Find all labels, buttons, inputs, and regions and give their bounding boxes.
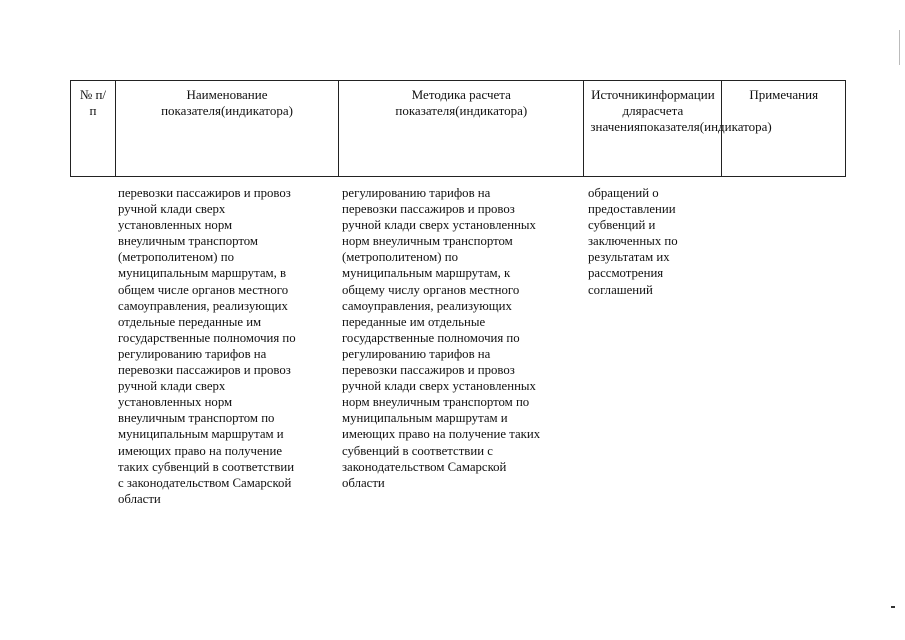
text-line: субвенций и <box>588 218 656 233</box>
text-line: ручной клади сверх установленных <box>342 379 536 394</box>
scan-dot-mark <box>891 606 895 608</box>
text-line: перевозки пассажиров и провоз <box>342 202 515 217</box>
text-line: муниципальным маршрутам и <box>342 411 508 426</box>
text-line: (индикатора) <box>699 119 772 134</box>
text-line: внеуличным транспортом <box>118 234 259 249</box>
text-line: государственные полномочия по <box>342 330 520 345</box>
text-line: рассмотрения <box>588 266 664 281</box>
text-line: Наименование показателя <box>161 87 268 118</box>
header-cell-notes <box>722 81 845 176</box>
text-line: с законодательством Самарской <box>118 475 292 490</box>
text-line: ручной клади сверх <box>118 202 226 217</box>
text-line: муниципальным маршрутам, к <box>342 266 511 281</box>
header-information-source-lines <box>584 87 772 135</box>
text-line: показателя <box>639 119 700 134</box>
text-line: ручной клади сверх <box>118 379 226 394</box>
text-line: самоуправления, реализующих <box>118 298 288 313</box>
text-line: (метрополитеном) по <box>118 250 234 265</box>
text-line: имеющих право на получение <box>118 443 283 458</box>
text-line: области <box>118 491 161 506</box>
header-notes-lines <box>722 87 845 103</box>
text-line: государственные полномочия по <box>118 330 296 345</box>
text-line: (метрополитеном) по <box>342 250 458 265</box>
header-indicator-name-lines <box>116 87 338 119</box>
text-line: (индикатора) <box>220 103 293 118</box>
text-line: перевозки пассажиров и провоз <box>118 363 291 378</box>
text-line: отдельные переданные им <box>118 314 262 329</box>
text-line: переданные им отдельные <box>342 314 486 329</box>
text-line: ручной клади сверх установленных <box>342 218 536 233</box>
header-cell-calculation-method <box>339 81 584 176</box>
text-line: таких субвенций в соответствии <box>118 459 295 474</box>
text-line: обращений о <box>588 186 659 200</box>
text-line: общем числе органов местного <box>118 282 289 297</box>
indicator-name-text <box>118 185 340 507</box>
text-line: перевозки пассажиров и провоз <box>118 186 291 200</box>
text-line: регулированию тарифов на <box>342 346 491 361</box>
text-line: регулированию тарифов на <box>342 186 491 200</box>
text-line: области <box>342 475 385 490</box>
text-line: регулированию тарифов на <box>118 346 267 361</box>
header-cell-information-source <box>584 81 772 176</box>
text-line: установленных норм <box>118 218 233 233</box>
text-line: Методика расчета показателя <box>395 87 511 118</box>
text-line: Примечания <box>749 87 819 102</box>
scan-edge-mark <box>899 30 900 65</box>
text-line: законодательством Самарской <box>342 459 507 474</box>
text-line: муниципальным маршрутам, в <box>118 266 287 281</box>
header-cell-number <box>71 81 116 176</box>
text-line: (индикатора) <box>455 103 528 118</box>
text-line: расчета значения <box>590 103 684 134</box>
text-line: норм внеуличным транспортом по <box>342 395 530 410</box>
text-line: перевозки пассажиров и провоз <box>342 363 515 378</box>
text-line: установленных норм <box>118 395 233 410</box>
table-header <box>70 80 846 177</box>
text-line: заключенных по <box>588 234 678 249</box>
header-cell-indicator-name <box>116 81 339 176</box>
text-line: № п/п <box>79 87 107 118</box>
text-line: общему числу органов местного <box>342 282 520 297</box>
text-line: норм внеуличным транспортом <box>342 234 513 249</box>
text-line: муниципальным маршрутам и <box>118 427 284 442</box>
header-calculation-method-lines <box>339 87 583 119</box>
text-line: Источник <box>591 87 645 102</box>
text-line: предоставлении <box>588 202 676 217</box>
calculation-method-text <box>342 185 587 491</box>
text-line: результатам их <box>588 250 670 265</box>
header-number-lines <box>71 87 115 119</box>
information-source-text <box>588 185 723 298</box>
text-line: внеуличным транспортом по <box>118 411 275 426</box>
text-line: соглашений <box>588 282 653 297</box>
text-line: субвенций в соответствии с <box>342 443 493 458</box>
text-line: самоуправления, реализующих <box>342 298 512 313</box>
text-line: информации для <box>622 87 715 118</box>
text-line: имеющих право на получение таких <box>342 427 541 442</box>
